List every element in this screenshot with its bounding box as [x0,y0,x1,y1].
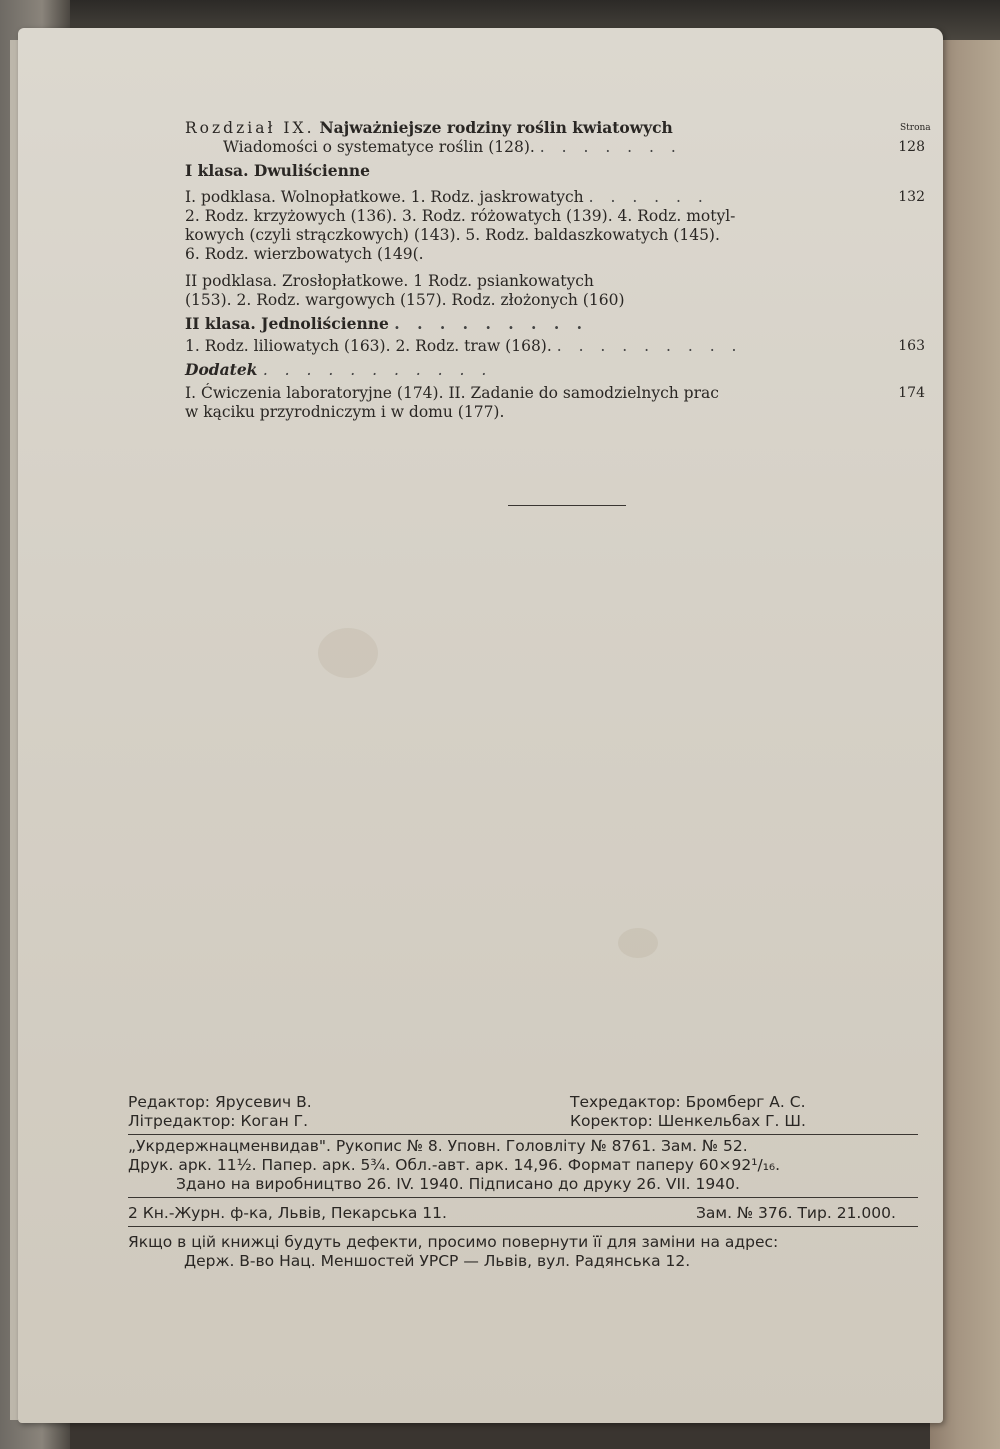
imprint-rule [128,1197,918,1198]
print-order: Зам. № 376. Тир. 21.000. [696,1204,896,1222]
toc-entry [185,207,925,226]
toc-entry-text: I klasa. Dwuliścienne [185,161,371,180]
toc-entry [185,188,925,207]
toc-entry-text: w kąciku przyrodniczym i w domu (177). [185,403,505,421]
paper-stain [318,628,378,678]
lit-editor: Літредактор: Коган Г. [128,1112,309,1130]
imprint-editors-row [128,1112,928,1131]
toc-entry [185,314,925,333]
spacer [185,264,925,272]
imprint-rule [128,1134,918,1135]
toc-entry-text: I. podklasa. Wolnopłatkowe. 1. Rodz. jaskrowatych [185,188,584,206]
toc-entry-text: (153). 2. Rodz. wargowych (157). Rodz. złożonych (160) [185,291,625,309]
toc-entry [185,384,925,403]
page-edge [10,40,18,1420]
toc-entry [185,337,925,356]
imprint-block [128,1093,928,1271]
leader-dots: . . . . . . . [539,138,682,156]
imprint-line: „Укрдержнацменвидав". Рукопис № 8. Уповн. Головліту № 8761. Зам. № 52. [128,1137,748,1155]
leader-dots: . . . . . . [588,188,709,206]
toc-entry-text: II klasa. Jednoliścienne [185,314,389,333]
toc-entry [185,291,925,310]
chapter-prefix: Rozdział IX. [185,119,315,137]
printer: 2 Кн.-Журн. ф-ка, Львів, Пекарська 11. [128,1204,447,1222]
imprint-printer-row [128,1204,928,1223]
proofreader: Коректор: Шенкельбах Г. Ш. [570,1112,806,1130]
toc-entry [185,161,925,180]
leader-dots: . . . . . . . . . . . [262,361,493,379]
editor: Редактор: Ярусевич В. [128,1093,312,1111]
toc-entry-text: Dodatek [185,360,258,379]
toc-entry [185,272,925,291]
toc-page-number: 163 [898,338,925,354]
spacer [185,180,925,188]
leader-dots: . . . . . . . . . [394,314,589,333]
toc-page-number: 174 [898,385,925,401]
toc-entry [185,245,925,264]
toc-entry-text: I. Ćwiczenia laboratoryjne (174). II. Zadanie do samodzielnych prac [185,384,719,402]
leader-dots: . . . . . . . . . [556,337,743,355]
imprint-rule [128,1226,918,1227]
toc-entry [185,226,925,245]
publisher-address: Держ. В-во Нац. Меншостей УРСР — Львів, вул. Радянська 12. [184,1252,691,1270]
toc-page-number: 128 [898,139,925,155]
toc-page-number: 132 [898,189,925,205]
toc-entry-text: 2. Rodz. krzyżowych (136). 3. Rodz. różowatych (139). 4. Rodz. motyl- [185,207,736,225]
table-of-contents [185,118,925,422]
chapter-title: Najważniejsze rodziny roślin kwiatowych [319,118,673,137]
page-column-header: Strona [900,123,931,133]
imprint-editors-row [128,1093,928,1112]
section-divider [508,505,626,506]
defect-notice: Якщо в цій книжці будуть дефекти, просимо повернути її для заміни на адрес: [128,1233,779,1251]
toc-entry-text: 1. Rodz. liliowatych (163). 2. Rodz. traw (168). [185,337,552,355]
tech-editor: Техредактор: Бромберг А. С. [570,1093,806,1111]
toc-entry [185,360,925,380]
toc-entry-text: II podklasa. Zrosłopłatkowe. 1 Rodz. psiankowatych [185,272,594,290]
toc-entry-text: kowych (czyli strączkowych) (143). 5. Rodz. baldaszkowatych (145). [185,226,720,244]
paper-stain [618,928,658,958]
imprint-line: Здано на виробництво 26. IV. 1940. Підписано до друку 26. VII. 1940. [176,1175,740,1193]
toc-entry [185,403,925,422]
toc-entry [185,138,925,157]
toc-entry-text: Wiadomości o systematyce roślin (128). [223,138,535,156]
chapter-heading [185,118,925,138]
toc-entry-text: 6. Rodz. wierzbowatych (149(. [185,245,424,263]
imprint-line: Друк. арк. 11½. Папер. арк. 5¾. Обл.-авт. арк. 14,96. Формат паперу 60×92¹/₁₆. [128,1156,781,1174]
